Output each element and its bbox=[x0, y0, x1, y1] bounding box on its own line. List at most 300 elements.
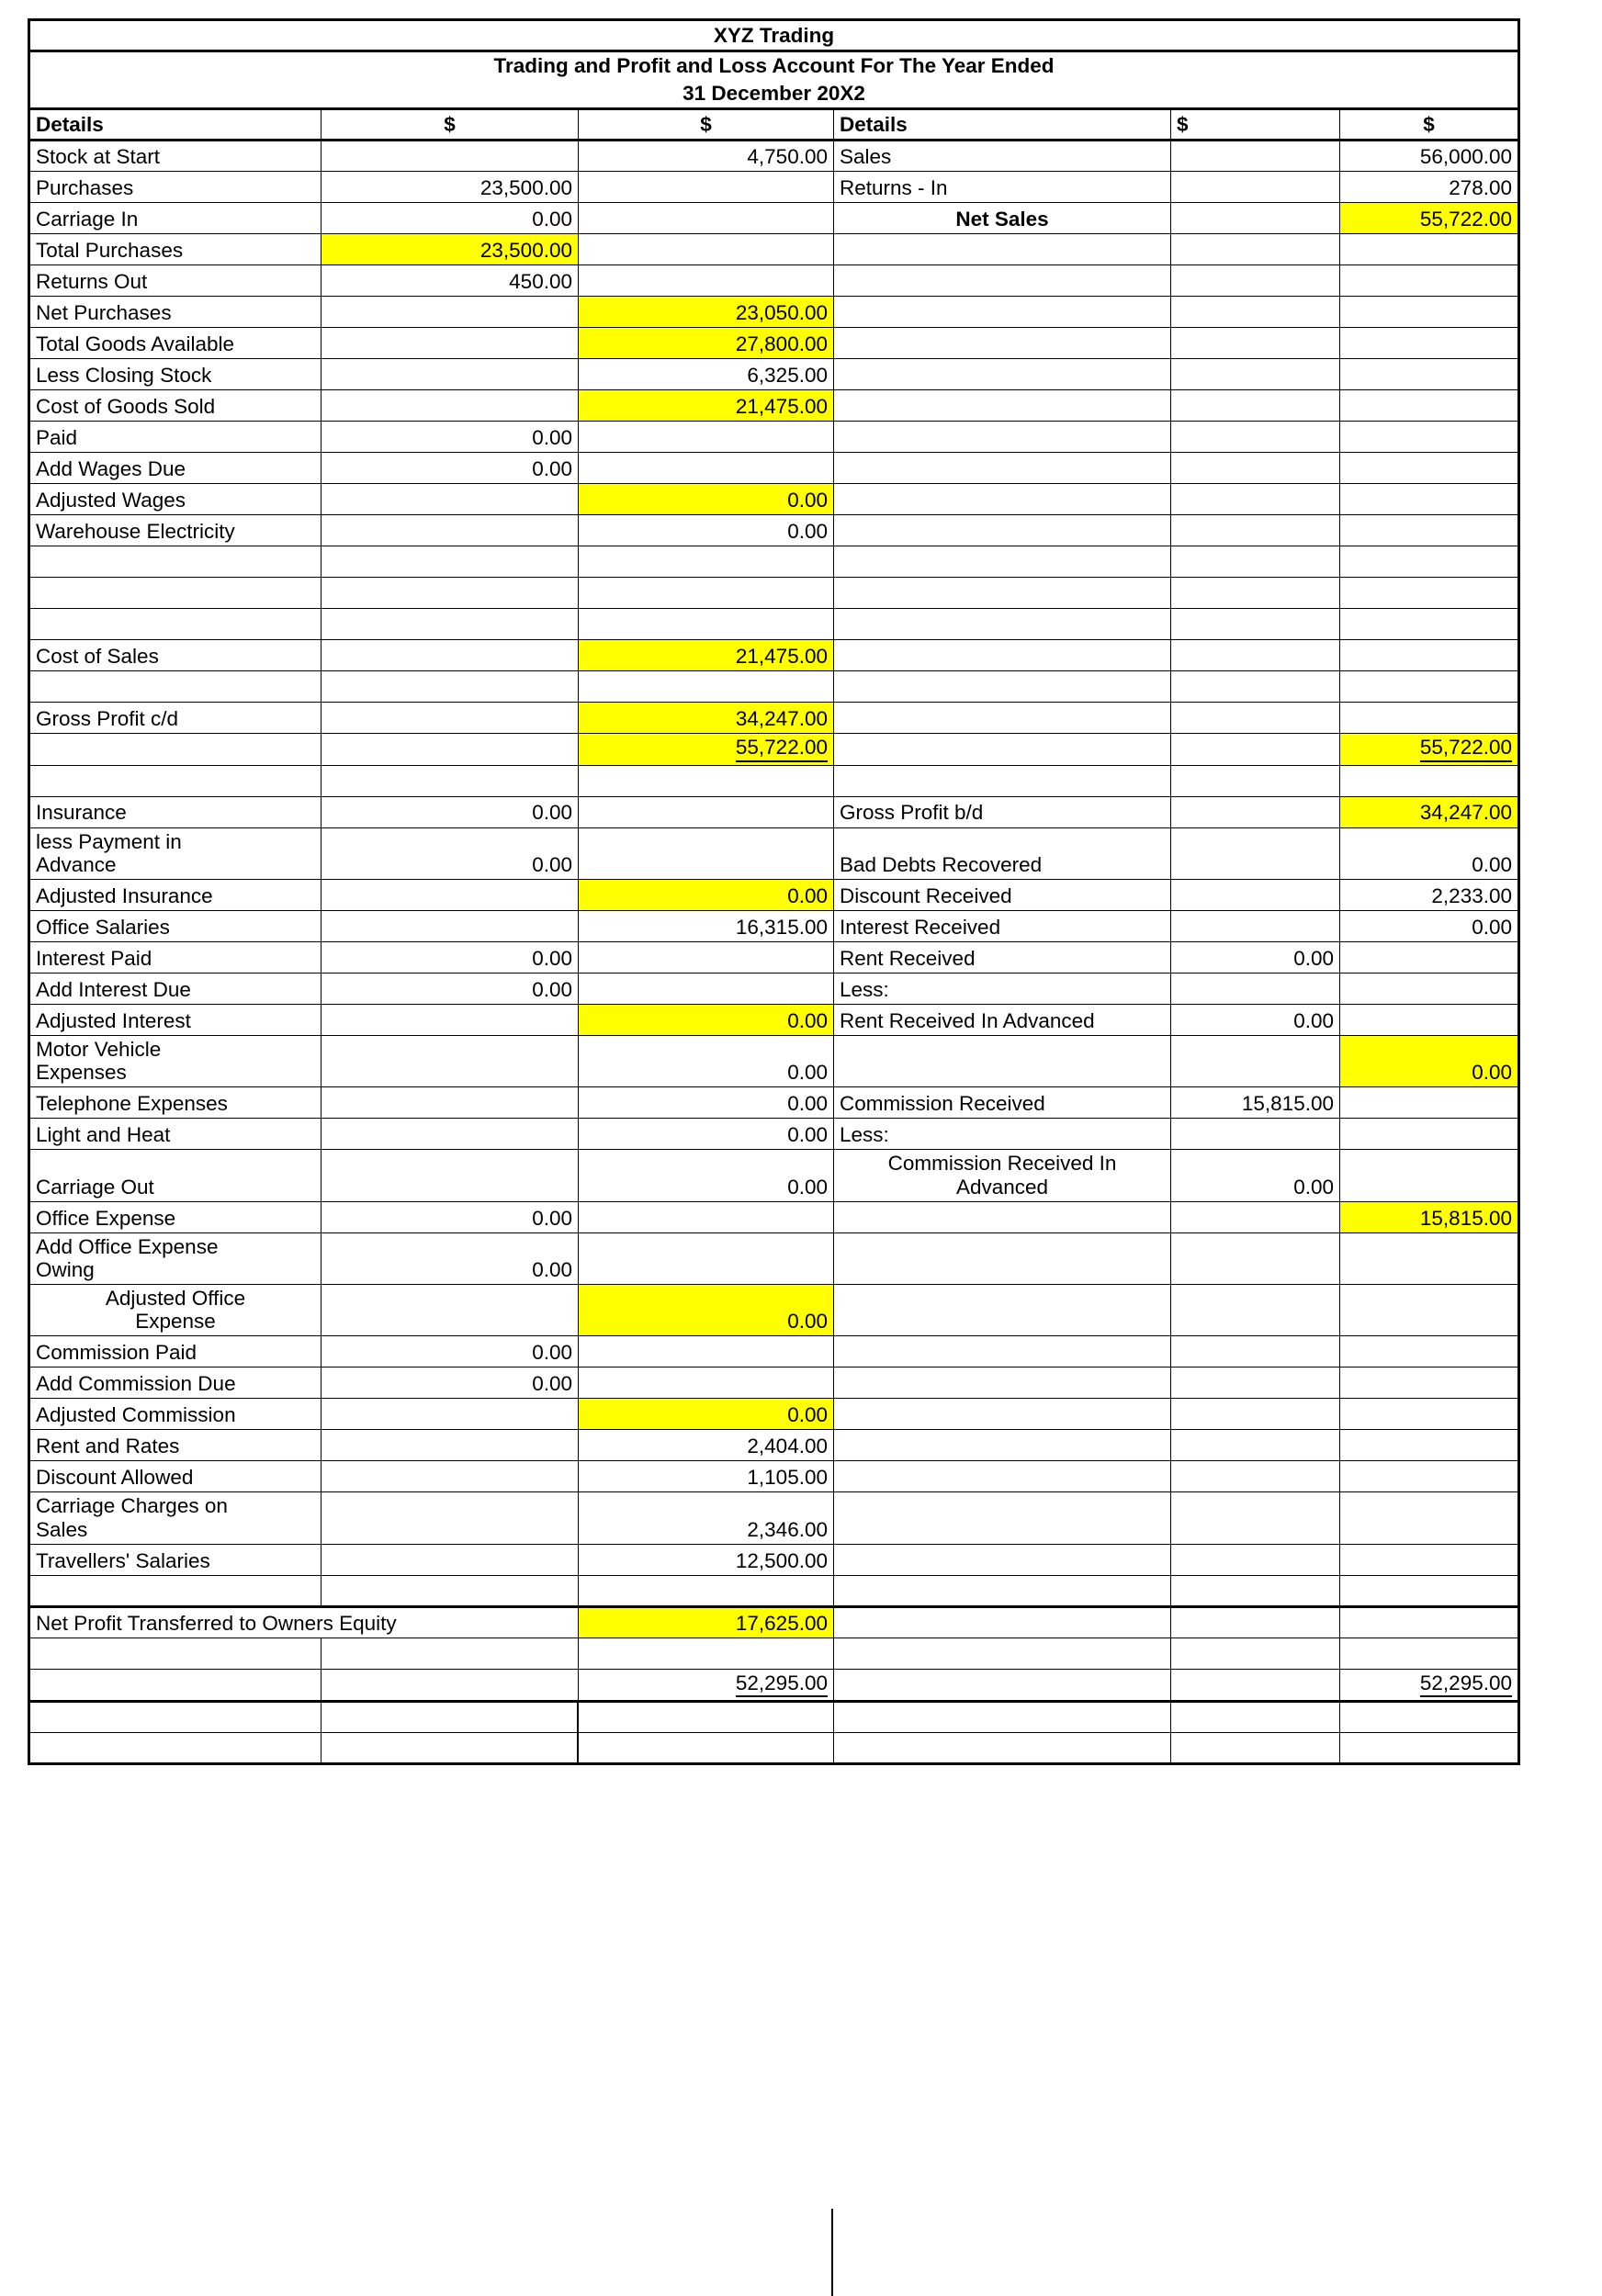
row-value bbox=[322, 1461, 579, 1492]
row-value bbox=[1340, 1004, 1519, 1035]
row-value: 0.00 bbox=[579, 879, 834, 910]
row-label-line1: Add Office Expense bbox=[36, 1234, 219, 1258]
row-label bbox=[834, 1638, 1171, 1669]
row-label: Adjusted Interest bbox=[29, 1004, 322, 1035]
row-value: 15,815.00 bbox=[1171, 1087, 1340, 1119]
row-value bbox=[579, 453, 834, 484]
row-value: 0.00 bbox=[579, 1004, 834, 1035]
row-value bbox=[579, 973, 834, 1004]
row-label bbox=[834, 1336, 1171, 1367]
row-value bbox=[322, 328, 579, 359]
row-value bbox=[1340, 578, 1519, 609]
trading-profit-loss-table bbox=[28, 18, 1520, 1765]
row-value: 0.00 bbox=[1340, 827, 1519, 879]
row-label-line2: Advance bbox=[36, 852, 117, 876]
row-label: Warehouse Electricity bbox=[29, 515, 322, 546]
row-value: 0.00 bbox=[322, 1232, 579, 1284]
row-value: 0.00 bbox=[1171, 1150, 1340, 1201]
row-value bbox=[322, 1004, 579, 1035]
row-value bbox=[1340, 265, 1519, 297]
table-row bbox=[29, 453, 1519, 484]
row-label bbox=[834, 1461, 1171, 1492]
row-label-line2: Expenses bbox=[36, 1061, 127, 1085]
row-value bbox=[322, 1285, 579, 1336]
header-amount1-right: $ bbox=[1171, 109, 1340, 141]
row-value: 2,346.00 bbox=[579, 1492, 834, 1544]
row-label bbox=[29, 671, 322, 703]
row-value: 0.00 bbox=[579, 515, 834, 546]
row-value bbox=[1171, 765, 1340, 796]
row-value bbox=[322, 546, 579, 578]
row-value bbox=[579, 234, 834, 265]
table-row bbox=[29, 359, 1519, 390]
row-value bbox=[322, 1035, 579, 1086]
row-label: Travellers' Salaries bbox=[29, 1544, 322, 1575]
row-value bbox=[1340, 1544, 1519, 1575]
table-row bbox=[29, 1150, 1519, 1201]
row-value bbox=[322, 1087, 579, 1119]
table-row bbox=[29, 1336, 1519, 1367]
row-value bbox=[1171, 1285, 1340, 1336]
row-value bbox=[1340, 1606, 1519, 1638]
row-label: Gross Profit b/d bbox=[834, 796, 1171, 827]
row-value bbox=[1340, 1575, 1519, 1606]
row-label: Add Wages Due bbox=[29, 453, 322, 484]
row-value: 0.00 bbox=[579, 1035, 834, 1086]
row-value bbox=[1171, 1399, 1340, 1430]
row-label bbox=[834, 422, 1171, 453]
row-label-line2: Owing bbox=[36, 1257, 95, 1281]
row-value bbox=[1171, 1544, 1340, 1575]
row-value bbox=[322, 640, 579, 671]
row-value: 0.00 bbox=[1340, 910, 1519, 941]
row-value bbox=[1171, 910, 1340, 941]
row-label bbox=[834, 1544, 1171, 1575]
row-label: Total Purchases bbox=[29, 234, 322, 265]
table-row bbox=[29, 1201, 1519, 1232]
row-label: Carriage In bbox=[29, 203, 322, 234]
row-value bbox=[579, 203, 834, 234]
row-value bbox=[322, 1702, 579, 1733]
table-row bbox=[29, 827, 1519, 879]
row-value bbox=[1171, 1733, 1340, 1764]
row-label: Interest Paid bbox=[29, 941, 322, 973]
header-details-right: Details bbox=[834, 109, 1171, 141]
row-value: 278.00 bbox=[1340, 172, 1519, 203]
row-label bbox=[834, 1232, 1171, 1284]
row-value bbox=[1340, 1430, 1519, 1461]
row-label bbox=[834, 578, 1171, 609]
row-value bbox=[1171, 578, 1340, 609]
row-value bbox=[1171, 703, 1340, 734]
table-row bbox=[29, 1638, 1519, 1669]
row-value: 0.00 bbox=[579, 1399, 834, 1430]
row-label bbox=[29, 1575, 322, 1606]
grand-total-left: 52,295.00 bbox=[579, 1669, 834, 1701]
row-value bbox=[579, 1232, 834, 1284]
row-value bbox=[579, 1638, 834, 1669]
row-value: 1,105.00 bbox=[579, 1461, 834, 1492]
row-value bbox=[1171, 328, 1340, 359]
row-value bbox=[1171, 297, 1340, 328]
row-label: Light and Heat bbox=[29, 1119, 322, 1150]
row-value: 0.00 bbox=[322, 1336, 579, 1367]
row-value bbox=[1340, 422, 1519, 453]
row-value bbox=[322, 515, 579, 546]
row-value: 0.00 bbox=[579, 1087, 834, 1119]
row-value bbox=[579, 765, 834, 796]
row-label: Rent Received In Advanced bbox=[834, 1004, 1171, 1035]
company-title: XYZ Trading bbox=[29, 20, 1519, 51]
table-row bbox=[29, 1492, 1519, 1544]
row-label bbox=[29, 1035, 322, 1086]
row-value bbox=[579, 941, 834, 973]
row-label bbox=[29, 609, 322, 640]
row-value bbox=[1171, 1336, 1340, 1367]
row-label-line1: less Payment in bbox=[36, 829, 182, 853]
table-row bbox=[29, 734, 1519, 765]
table-row bbox=[29, 234, 1519, 265]
row-value bbox=[1340, 1336, 1519, 1367]
row-label: Net Sales bbox=[834, 203, 1171, 234]
row-label bbox=[834, 671, 1171, 703]
row-value bbox=[322, 1119, 579, 1150]
header-amount2-left: $ bbox=[579, 109, 834, 141]
table-row bbox=[29, 609, 1519, 640]
row-label: Office Salaries bbox=[29, 910, 322, 941]
row-label bbox=[834, 1492, 1171, 1544]
net-profit-label: Net Profit Transferred to Owners Equity bbox=[29, 1606, 579, 1638]
row-value bbox=[579, 422, 834, 453]
row-value: 21,475.00 bbox=[579, 640, 834, 671]
grand-total-right: 52,295.00 bbox=[1340, 1669, 1519, 1701]
row-value bbox=[1171, 1606, 1340, 1638]
row-value bbox=[1171, 1035, 1340, 1086]
header-amount1-left: $ bbox=[322, 109, 579, 141]
row-label: Net Purchases bbox=[29, 297, 322, 328]
row-value bbox=[1171, 1367, 1340, 1399]
table-row bbox=[29, 1285, 1519, 1336]
row-value: 0.00 bbox=[579, 1119, 834, 1150]
row-value bbox=[322, 578, 579, 609]
row-label bbox=[834, 1575, 1171, 1606]
row-label bbox=[834, 484, 1171, 515]
row-label bbox=[834, 1201, 1171, 1232]
row-label: Less Closing Stock bbox=[29, 359, 322, 390]
row-label: Add Commission Due bbox=[29, 1367, 322, 1399]
row-label: Telephone Expenses bbox=[29, 1087, 322, 1119]
statement-title-line1: Trading and Profit and Loss Account For The Year Ended bbox=[493, 54, 1055, 77]
table-row bbox=[29, 973, 1519, 1004]
row-value bbox=[1340, 640, 1519, 671]
row-label: Discount Allowed bbox=[29, 1461, 322, 1492]
row-value bbox=[322, 671, 579, 703]
row-label bbox=[29, 1232, 322, 1284]
row-label bbox=[834, 609, 1171, 640]
row-value bbox=[322, 1430, 579, 1461]
company-title-row bbox=[29, 20, 1519, 51]
row-label: Bad Debts Recovered bbox=[834, 827, 1171, 879]
row-value bbox=[1340, 515, 1519, 546]
row-value bbox=[579, 1575, 834, 1606]
row-value bbox=[1171, 390, 1340, 422]
row-value: 27,800.00 bbox=[579, 328, 834, 359]
statement-title-line2: 31 December 20X2 bbox=[683, 82, 865, 106]
row-value bbox=[579, 1201, 834, 1232]
row-value: 0.00 bbox=[579, 1285, 834, 1336]
table-row bbox=[29, 1399, 1519, 1430]
row-label-line2: Advanced bbox=[955, 1175, 1049, 1199]
row-label bbox=[29, 765, 322, 796]
row-label: Insurance bbox=[29, 796, 322, 827]
row-value: 23,050.00 bbox=[579, 297, 834, 328]
row-value: 0.00 bbox=[322, 827, 579, 879]
row-label: Carriage Out bbox=[29, 1150, 322, 1201]
row-value: 21,475.00 bbox=[579, 390, 834, 422]
row-value: 23,500.00 bbox=[322, 234, 579, 265]
table-row bbox=[29, 1119, 1519, 1150]
row-value bbox=[322, 910, 579, 941]
row-value bbox=[322, 703, 579, 734]
row-value bbox=[322, 1638, 579, 1669]
row-label: Adjusted Insurance bbox=[29, 879, 322, 910]
row-value: 450.00 bbox=[322, 265, 579, 297]
row-label bbox=[834, 1430, 1171, 1461]
row-value bbox=[579, 609, 834, 640]
row-value: 2,233.00 bbox=[1340, 879, 1519, 910]
row-value bbox=[1340, 1733, 1519, 1764]
row-value: 0.00 bbox=[322, 422, 579, 453]
row-label bbox=[834, 734, 1171, 765]
table-row bbox=[29, 671, 1519, 703]
row-value: 0.00 bbox=[322, 1201, 579, 1232]
table-row bbox=[29, 879, 1519, 910]
row-label bbox=[834, 1669, 1171, 1701]
row-value bbox=[1171, 546, 1340, 578]
table-row bbox=[29, 578, 1519, 609]
row-label bbox=[29, 734, 322, 765]
row-label bbox=[834, 1399, 1171, 1430]
row-value bbox=[1340, 453, 1519, 484]
row-label bbox=[29, 1492, 322, 1544]
row-value bbox=[579, 265, 834, 297]
row-value bbox=[322, 609, 579, 640]
row-value bbox=[1340, 1087, 1519, 1119]
row-value bbox=[322, 359, 579, 390]
row-value: 56,000.00 bbox=[1340, 141, 1519, 172]
row-value: 16,315.00 bbox=[579, 910, 834, 941]
row-label bbox=[834, 359, 1171, 390]
row-label-line2: Sales bbox=[36, 1517, 88, 1541]
table-row bbox=[29, 640, 1519, 671]
row-label: Rent Received bbox=[834, 941, 1171, 973]
row-value bbox=[322, 484, 579, 515]
row-value bbox=[322, 1150, 579, 1201]
row-label: Adjusted Wages bbox=[29, 484, 322, 515]
row-value: 55,722.00 bbox=[1340, 203, 1519, 234]
table-row bbox=[29, 203, 1519, 234]
row-label bbox=[834, 640, 1171, 671]
row-value bbox=[1340, 973, 1519, 1004]
row-label bbox=[29, 578, 322, 609]
worksheet bbox=[28, 18, 1517, 1765]
row-label bbox=[834, 1606, 1171, 1638]
row-value bbox=[1171, 1201, 1340, 1232]
row-value: 6,325.00 bbox=[579, 359, 834, 390]
row-value: 0.00 bbox=[579, 484, 834, 515]
row-label: Interest Received bbox=[834, 910, 1171, 941]
row-value bbox=[322, 1575, 579, 1606]
row-value bbox=[1171, 1575, 1340, 1606]
row-value bbox=[1340, 1461, 1519, 1492]
row-value bbox=[322, 765, 579, 796]
table-row bbox=[29, 941, 1519, 973]
row-label-line1: Commission Received In bbox=[887, 1152, 1117, 1176]
row-label-line1: Carriage Charges on bbox=[36, 1494, 228, 1518]
row-value bbox=[1171, 640, 1340, 671]
row-label bbox=[29, 1733, 322, 1764]
table-row bbox=[29, 1733, 1519, 1764]
table-row bbox=[29, 484, 1519, 515]
row-value bbox=[1340, 1638, 1519, 1669]
row-value bbox=[322, 1492, 579, 1544]
row-label bbox=[834, 1733, 1171, 1764]
row-label: Paid bbox=[29, 422, 322, 453]
row-label: Gross Profit c/d bbox=[29, 703, 322, 734]
table-row bbox=[29, 328, 1519, 359]
row-value bbox=[322, 1544, 579, 1575]
row-value bbox=[1340, 1150, 1519, 1201]
row-label: Office Expense bbox=[29, 1201, 322, 1232]
row-label: Discount Received bbox=[834, 879, 1171, 910]
row-value bbox=[322, 297, 579, 328]
row-value: 0.00 bbox=[1340, 1035, 1519, 1086]
row-value bbox=[1340, 1702, 1519, 1733]
row-value: 34,247.00 bbox=[579, 703, 834, 734]
row-label: Add Interest Due bbox=[29, 973, 322, 1004]
table-row bbox=[29, 1575, 1519, 1606]
row-label bbox=[834, 765, 1171, 796]
row-label: Commission Received bbox=[834, 1087, 1171, 1119]
table-row bbox=[29, 1367, 1519, 1399]
row-value bbox=[1171, 1492, 1340, 1544]
row-value: 0.00 bbox=[1171, 1004, 1340, 1035]
row-label: Sales bbox=[834, 141, 1171, 172]
statement-title-row bbox=[29, 51, 1519, 109]
table-row bbox=[29, 265, 1519, 297]
row-label bbox=[834, 1285, 1171, 1336]
table-row bbox=[29, 1702, 1519, 1733]
row-value bbox=[1171, 203, 1340, 234]
row-value: 0.00 bbox=[322, 941, 579, 973]
row-value bbox=[322, 141, 579, 172]
row-label bbox=[29, 1285, 322, 1336]
row-value: 34,247.00 bbox=[1340, 796, 1519, 827]
row-value bbox=[579, 1702, 834, 1733]
table-row bbox=[29, 910, 1519, 941]
row-label-line1: Motor Vehicle bbox=[36, 1037, 162, 1061]
row-value bbox=[1340, 297, 1519, 328]
row-label bbox=[29, 1669, 322, 1701]
row-value bbox=[1171, 359, 1340, 390]
row-label bbox=[834, 453, 1171, 484]
row-value bbox=[1171, 515, 1340, 546]
row-label bbox=[834, 703, 1171, 734]
row-value bbox=[1171, 172, 1340, 203]
row-value bbox=[322, 879, 579, 910]
row-value: 0.00 bbox=[322, 203, 579, 234]
row-value bbox=[1340, 1285, 1519, 1336]
statement-title bbox=[29, 51, 1519, 109]
net-profit-value: 17,625.00 bbox=[579, 1606, 834, 1638]
row-value bbox=[1171, 973, 1340, 1004]
row-value bbox=[579, 1336, 834, 1367]
row-value bbox=[579, 671, 834, 703]
row-label: Returns - In bbox=[834, 172, 1171, 203]
table-row bbox=[29, 703, 1519, 734]
row-value: 4,750.00 bbox=[579, 141, 834, 172]
row-label: Purchases bbox=[29, 172, 322, 203]
row-value bbox=[1340, 546, 1519, 578]
table-row bbox=[29, 1087, 1519, 1119]
table-row bbox=[29, 546, 1519, 578]
row-value bbox=[579, 796, 834, 827]
row-value bbox=[1171, 265, 1340, 297]
row-label bbox=[29, 827, 322, 879]
row-value: 0.00 bbox=[322, 1367, 579, 1399]
row-label: Rent and Rates bbox=[29, 1430, 322, 1461]
row-value bbox=[579, 1733, 834, 1764]
table-row bbox=[29, 515, 1519, 546]
row-label bbox=[834, 265, 1171, 297]
row-value: 0.00 bbox=[322, 453, 579, 484]
row-value bbox=[1340, 941, 1519, 973]
row-value bbox=[1340, 765, 1519, 796]
row-label: Total Goods Available bbox=[29, 328, 322, 359]
row-label bbox=[29, 546, 322, 578]
row-value: 12,500.00 bbox=[579, 1544, 834, 1575]
row-value bbox=[1340, 234, 1519, 265]
row-value bbox=[1171, 796, 1340, 827]
row-label: Less: bbox=[834, 1119, 1171, 1150]
row-value: 0.00 bbox=[579, 1150, 834, 1201]
row-value bbox=[1171, 1669, 1340, 1701]
row-value bbox=[579, 827, 834, 879]
row-label: Cost of Sales bbox=[29, 640, 322, 671]
row-value bbox=[1171, 1461, 1340, 1492]
row-value bbox=[1340, 703, 1519, 734]
row-value bbox=[579, 172, 834, 203]
row-value bbox=[1171, 1232, 1340, 1284]
table-row bbox=[29, 1035, 1519, 1086]
column-header-row bbox=[29, 109, 1519, 141]
row-label: Commission Paid bbox=[29, 1336, 322, 1367]
row-value bbox=[1340, 328, 1519, 359]
row-label bbox=[834, 546, 1171, 578]
row-value bbox=[579, 546, 834, 578]
row-label bbox=[834, 297, 1171, 328]
row-label bbox=[29, 1702, 322, 1733]
row-label bbox=[834, 1035, 1171, 1086]
row-value bbox=[1340, 1119, 1519, 1150]
row-value bbox=[1171, 1702, 1340, 1733]
row-value: 2,404.00 bbox=[579, 1430, 834, 1461]
row-label: Cost of Goods Sold bbox=[29, 390, 322, 422]
header-amount2-right: $ bbox=[1340, 109, 1519, 141]
row-value bbox=[1171, 1119, 1340, 1150]
table-row bbox=[29, 141, 1519, 172]
row-label: Less: bbox=[834, 973, 1171, 1004]
